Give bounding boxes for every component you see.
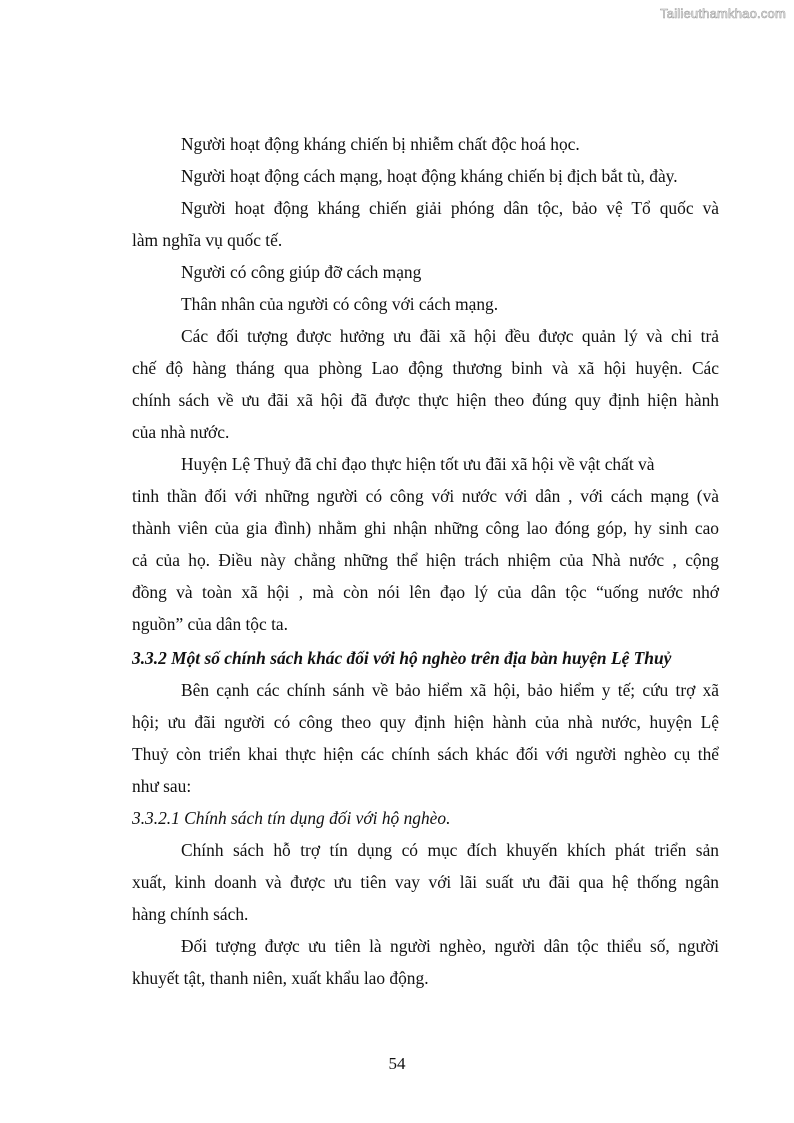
- text-line: cả của họ. Điều này chẳng những thể hiện trách nhiệm của Nhà nước , cộng: [132, 550, 719, 570]
- text-line: xuất, kinh doanh và được ưu tiên vay với lãi suất ưu đãi qua hệ thống ngân: [132, 872, 719, 892]
- text-line: đồng và toàn xã hội , mà còn nói lên đạo lý của dân tộc “uống nước nhớ: [132, 582, 719, 602]
- watermark-text: Tailieuthamkhao.com: [660, 6, 786, 21]
- text-line: Chính sách hỗ trợ tín dụng có mục đích khuyến khích phát triển sản: [181, 840, 719, 860]
- text-line: Người hoạt động cách mạng, hoạt động kháng chiến bị địch bắt tù, đày.: [181, 166, 678, 186]
- text-line: chính sách về ưu đãi xã hội đã được thực hiện theo đúng quy định hiện hành: [132, 390, 719, 410]
- text-line: Huyện Lệ Thuỷ đã chỉ đạo thực hiện tốt ưu đãi xã hội về vật chất và: [181, 454, 655, 474]
- text-line: thành viên của gia đình) nhằm ghi nhận những công lao đóng góp, hy sinh cao: [132, 518, 719, 538]
- section-heading: 3.3.2 Một số chính sách khác đối với hộ nghèo trên địa bàn huyện Lệ Thuỷ: [132, 648, 672, 668]
- text-line: nguồn” của dân tộc ta.: [132, 614, 288, 634]
- text-line: Bên cạnh các chính sánh về bảo hiểm xã hội, bảo hiểm y tế; cứu trợ xã: [181, 680, 719, 700]
- text-line: khuyết tật, thanh niên, xuất khẩu lao động.: [132, 968, 429, 988]
- text-line: hàng chính sách.: [132, 904, 249, 924]
- page-number: 54: [388, 1054, 406, 1073]
- text-line: Người hoạt động kháng chiến giải phóng dân tộc, bảo vệ Tổ quốc và: [181, 198, 719, 218]
- text-line: của nhà nước.: [132, 422, 230, 442]
- document-body: [132, 128, 719, 994]
- text-line: Người hoạt động kháng chiến bị nhiễm chất độc hoá học.: [181, 134, 580, 154]
- text-line: như sau:: [132, 776, 192, 796]
- text-line: Người có công giúp đỡ cách mạng: [181, 262, 422, 282]
- text-line: làm nghĩa vụ quốc tế.: [132, 230, 283, 250]
- text-line: Thân nhân của người có công với cách mạng.: [181, 294, 499, 314]
- text-line: tinh thần đối với những người có công với nước với dân , với cách mạng (và: [132, 486, 719, 506]
- text-line: Đối tượng được ưu tiên là người nghèo, người dân tộc thiểu số, người: [181, 936, 719, 956]
- text-line: Thuỷ còn triển khai thực hiện các chính sách khác đối với người nghèo cụ thể: [132, 744, 719, 764]
- text-line: chế độ hàng tháng qua phòng Lao động thương binh và xã hội huyện. Các: [132, 358, 719, 378]
- text-line: hội; ưu đãi người có công theo quy định hiện hành của nhà nước, huyện Lệ: [132, 712, 719, 732]
- subsection-heading: 3.3.2.1 Chính sách tín dụng đối với hộ nghèo.: [132, 808, 451, 828]
- text-line: Các đối tượng được hưởng ưu đãi xã hội đều được quản lý và chi trả: [181, 326, 719, 346]
